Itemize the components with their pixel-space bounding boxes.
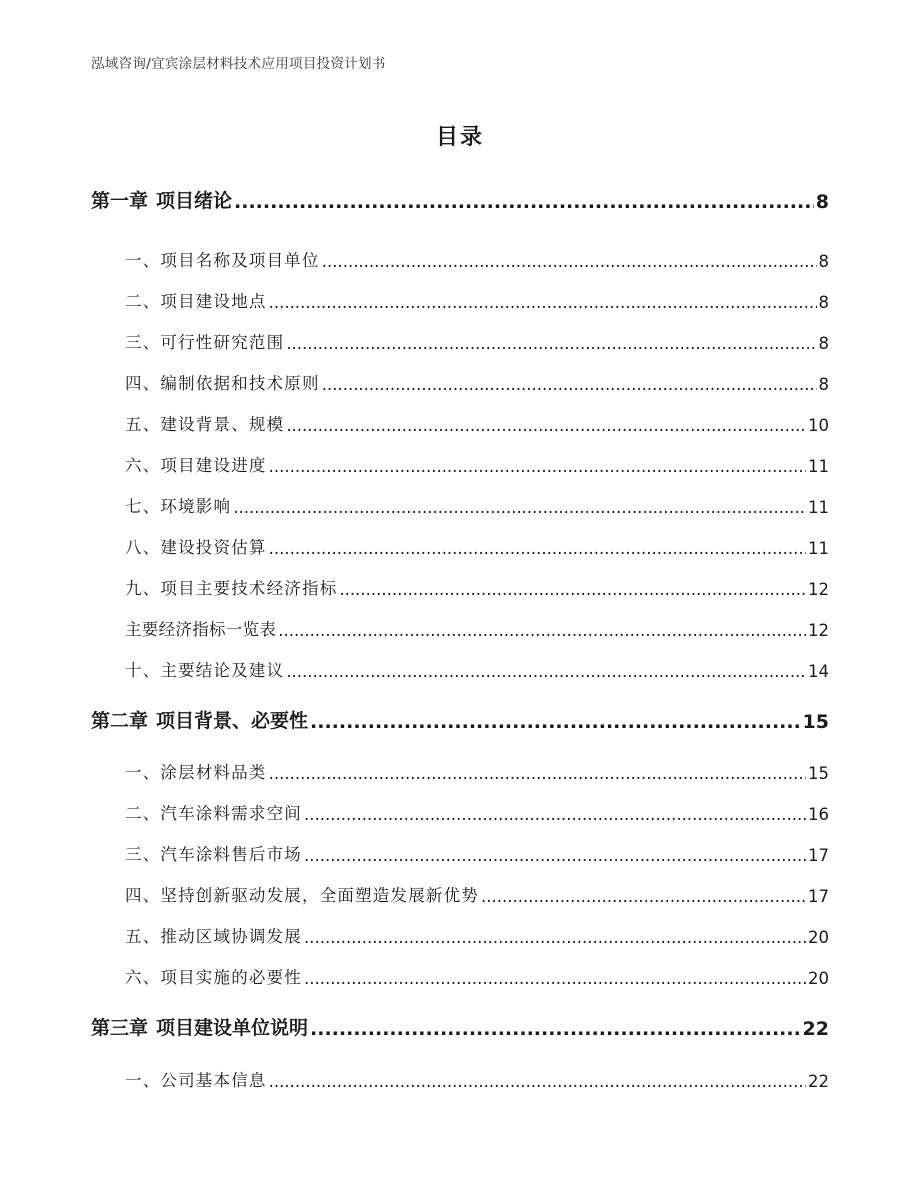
toc-entry-label: 主要经济指标一览表 <box>125 620 277 639</box>
toc-chapter-entry[interactable] <box>91 186 829 213</box>
toc-entry-label: 汽车涂料售后市场 <box>160 845 303 864</box>
toc-entry-label: 项目实施的必要性 <box>160 968 303 987</box>
toc-entry-label: 公司基本信息 <box>160 1071 267 1090</box>
toc-page-number: 14 <box>808 662 829 681</box>
toc-page-number: 20 <box>808 969 829 988</box>
toc-entry-number: 一、 <box>125 251 161 270</box>
toc-entry-label: 推动区域协调发展 <box>160 927 303 946</box>
toc-entry-number: 五、 <box>125 927 161 946</box>
toc-entry-label: 项目主要技术经济指标 <box>160 579 338 598</box>
toc-entry-label: 建设背景、规模 <box>160 415 285 434</box>
toc-section-entry[interactable] <box>125 657 829 681</box>
toc-entry-label: 项目建设地点 <box>160 292 267 311</box>
toc-entry-number: 一、 <box>125 763 161 782</box>
toc-entry-number: 第二章 <box>91 710 149 732</box>
toc-page-number: 15 <box>802 711 829 733</box>
toc-entry-number: 六、 <box>125 456 161 475</box>
toc-title: 目录 <box>435 125 484 150</box>
toc-section-entry[interactable] <box>125 616 829 640</box>
toc-chapter-entry[interactable] <box>91 706 829 733</box>
toc-entry-number: 第三章 <box>91 1017 149 1039</box>
toc-page-number: 11 <box>808 539 829 558</box>
toc-page-number: 15 <box>808 764 829 783</box>
toc-section-entry[interactable] <box>125 247 829 271</box>
toc-entry-label: 建设投资估算 <box>160 538 267 557</box>
toc-page-number: 12 <box>808 580 829 599</box>
toc-dot-leader <box>286 334 816 353</box>
toc-dot-leader <box>304 846 806 865</box>
toc-section-entry[interactable] <box>125 370 829 394</box>
running-header: 泓域咨询/宜宾涂层材料技术应用项目投资计划书 <box>91 56 386 72</box>
toc-entry-label: 环境影响 <box>160 497 232 516</box>
toc-dot-leader <box>269 1072 806 1091</box>
toc-dot-leader <box>310 711 801 733</box>
toc-section-entry[interactable] <box>125 493 829 517</box>
toc-dot-leader <box>304 805 806 824</box>
toc-section-entry[interactable] <box>125 534 829 558</box>
toc-dot-leader <box>481 887 806 906</box>
toc-entry-number: 七、 <box>125 497 161 516</box>
toc-entry-label: 项目名称及项目单位 <box>160 251 320 270</box>
toc-entry-number: 四、 <box>125 374 161 393</box>
toc-page-number: 22 <box>802 1018 829 1040</box>
toc-entry-label: 汽车涂料需求空间 <box>160 804 303 823</box>
toc-section-entry[interactable] <box>125 800 829 824</box>
toc-page-number: 8 <box>818 252 829 271</box>
toc-entry-number: 第一章 <box>91 190 149 212</box>
toc-chapter-entry[interactable] <box>91 1013 829 1040</box>
toc-entry-number: 三、 <box>125 333 161 352</box>
toc-section-entry[interactable] <box>125 411 829 435</box>
toc-entry-number: 二、 <box>125 804 161 823</box>
toc-dot-leader <box>269 457 806 476</box>
toc-entry-number: 四、 <box>125 886 161 905</box>
toc-entry-label: 可行性研究范围 <box>160 333 285 352</box>
toc-entry-label: 涂层材料品类 <box>160 763 267 782</box>
toc-section-entry[interactable] <box>125 1067 829 1091</box>
toc-entry-number: 九、 <box>125 579 161 598</box>
toc-page-number: 16 <box>808 805 829 824</box>
toc-dot-leader <box>304 969 806 988</box>
toc-page-number: 17 <box>808 846 829 865</box>
toc-dot-leader <box>269 293 817 312</box>
toc-dot-leader <box>310 1018 801 1040</box>
toc-page-number: 10 <box>808 416 829 435</box>
toc-page-number: 8 <box>818 334 829 353</box>
toc-entry-number: 三、 <box>125 845 161 864</box>
toc-page-number: 11 <box>808 498 829 517</box>
toc-page-number: 20 <box>808 928 829 947</box>
toc-dot-leader <box>304 928 806 947</box>
toc-entry-number: 一、 <box>125 1071 161 1090</box>
toc-section-entry[interactable] <box>125 452 829 476</box>
toc-entry-number: 十、 <box>125 661 161 680</box>
toc-page-number: 8 <box>815 191 829 213</box>
toc-dot-leader <box>234 191 814 213</box>
toc-section-entry[interactable] <box>125 841 829 865</box>
toc-dot-leader <box>286 662 806 681</box>
toc-entry-label: 项目背景、必要性 <box>156 710 309 732</box>
toc-entry-label: 编制依据和技术原则 <box>160 374 320 393</box>
toc-section-entry[interactable] <box>125 329 829 353</box>
toc-page-number: 11 <box>808 457 829 476</box>
toc-entry-number: 六、 <box>125 968 161 987</box>
toc-dot-leader <box>286 416 806 435</box>
toc-dot-leader <box>322 375 817 394</box>
toc-page-number: 8 <box>818 293 829 312</box>
toc-entry-label: 项目建设进度 <box>160 456 267 475</box>
toc-dot-leader <box>278 621 806 640</box>
toc-dot-leader <box>233 498 806 517</box>
toc-dot-leader <box>322 252 817 271</box>
toc-entry-number: 二、 <box>125 292 161 311</box>
toc-entry-label: 项目绪论 <box>156 190 233 212</box>
toc-dot-leader <box>269 764 806 783</box>
toc-dot-leader <box>339 580 806 599</box>
toc-section-entry[interactable] <box>125 923 829 947</box>
toc-page-number: 12 <box>808 621 829 640</box>
toc-entry-number: 八、 <box>125 538 161 557</box>
toc-section-entry[interactable] <box>125 964 829 988</box>
toc-entry-label: 主要结论及建议 <box>160 661 285 680</box>
toc-entry-label: 项目建设单位说明 <box>156 1017 309 1039</box>
toc-entry-label: 坚持创新驱动发展，全面塑造发展新优势 <box>160 886 480 905</box>
toc-page-number: 8 <box>818 375 829 394</box>
toc-section-entry[interactable] <box>125 575 829 599</box>
toc-section-entry[interactable] <box>125 882 829 906</box>
toc-page-number: 17 <box>808 887 829 906</box>
toc-dot-leader <box>269 539 806 558</box>
toc-page-number: 22 <box>808 1072 829 1091</box>
toc-section-entry[interactable] <box>125 759 829 783</box>
toc-section-entry[interactable] <box>125 288 829 312</box>
toc-entry-number: 五、 <box>125 415 161 434</box>
